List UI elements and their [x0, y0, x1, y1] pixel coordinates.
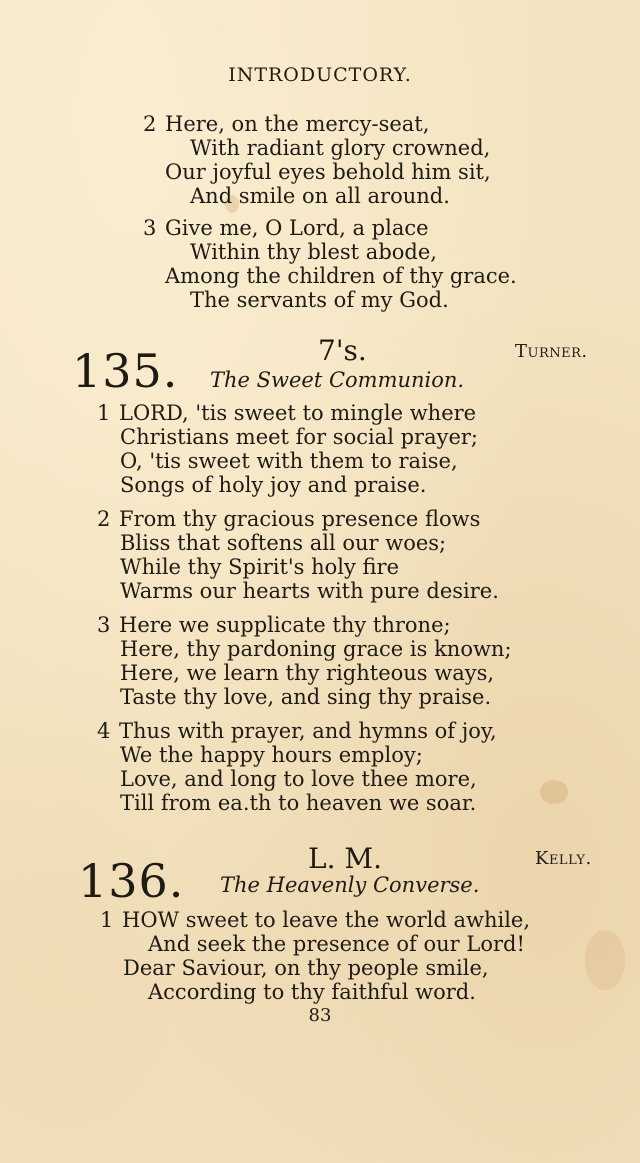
verse-line: Dear Saviour, on thy people smile,: [123, 956, 489, 980]
page-number: 83: [308, 1005, 332, 1026]
verse-line: And smile on all around.: [190, 184, 450, 208]
hymn-number: 136.: [78, 854, 185, 908]
verse-line: Here, thy pardoning grace is known;: [120, 637, 512, 661]
verse-line: 1 HOW sweet to leave the world awhile,: [100, 908, 531, 932]
verse-number: 1: [97, 401, 111, 425]
verse-line: Within thy blest abode,: [190, 240, 437, 264]
verse-line: Songs of holy joy and praise.: [120, 473, 427, 497]
tune-name: Turner.: [515, 341, 588, 362]
hymn-number: 135.: [72, 344, 179, 398]
verse-line: Till from ea.th to heaven we soar.: [120, 791, 477, 815]
verse-line: 3 Here we supplicate thy throne;: [97, 613, 451, 637]
verse-line: Our joyful eyes behold him sit,: [165, 160, 491, 184]
hymn-meter: 7's.: [318, 334, 367, 367]
verse-line: According to thy faithful word.: [148, 980, 476, 1004]
stain: [585, 930, 625, 990]
verse-line: Christians meet for social prayer;: [120, 425, 479, 449]
hymn-title: The Heavenly Converse.: [220, 873, 480, 897]
verse-line: Bliss that softens all our woes;: [120, 531, 447, 555]
verse-number: 3: [143, 216, 157, 240]
verse-line: 1 LORD, 'tis sweet to mingle where: [97, 401, 477, 425]
verse-line: 2 From thy gracious presence flows: [97, 507, 481, 531]
verse-line: And seek the presence of our Lord!: [148, 932, 525, 956]
verse-number: 1: [100, 908, 114, 932]
verse-line: Warms our hearts with pure desire.: [120, 579, 499, 603]
verse-line: The servants of my God.: [190, 288, 449, 312]
verse-line: We the happy hours employ;: [120, 743, 423, 767]
verse-line: Here, we learn thy righteous ways,: [120, 661, 495, 685]
hymn-meter: L. M.: [308, 842, 382, 875]
verse-number: 4: [97, 719, 111, 743]
verse-line: O, 'tis sweet with them to raise,: [120, 449, 458, 473]
running-header: INTRODUCTORY.: [228, 64, 412, 86]
verse-line: Taste thy love, and sing thy praise.: [120, 685, 492, 709]
stain: [540, 780, 568, 804]
hymn-title: The Sweet Communion.: [210, 368, 465, 392]
verse-number: 3: [97, 613, 111, 637]
verse-line: With radiant glory crowned,: [190, 136, 491, 160]
verse-line: Love, and long to love thee more,: [120, 767, 477, 791]
verse-line: Among the children of thy grace.: [165, 264, 517, 288]
verse-number: 2: [97, 507, 111, 531]
verse-line: 4 Thus with prayer, and hymns of joy,: [97, 719, 497, 743]
tune-name: Kelly.: [535, 848, 592, 869]
verse-number: 2: [143, 112, 157, 136]
verse-line: 2 Here, on the mercy-seat,: [143, 112, 430, 136]
verse-line: 3 Give me, O Lord, a place: [143, 216, 429, 240]
verse-line: While thy Spirit's holy fire: [120, 555, 400, 579]
